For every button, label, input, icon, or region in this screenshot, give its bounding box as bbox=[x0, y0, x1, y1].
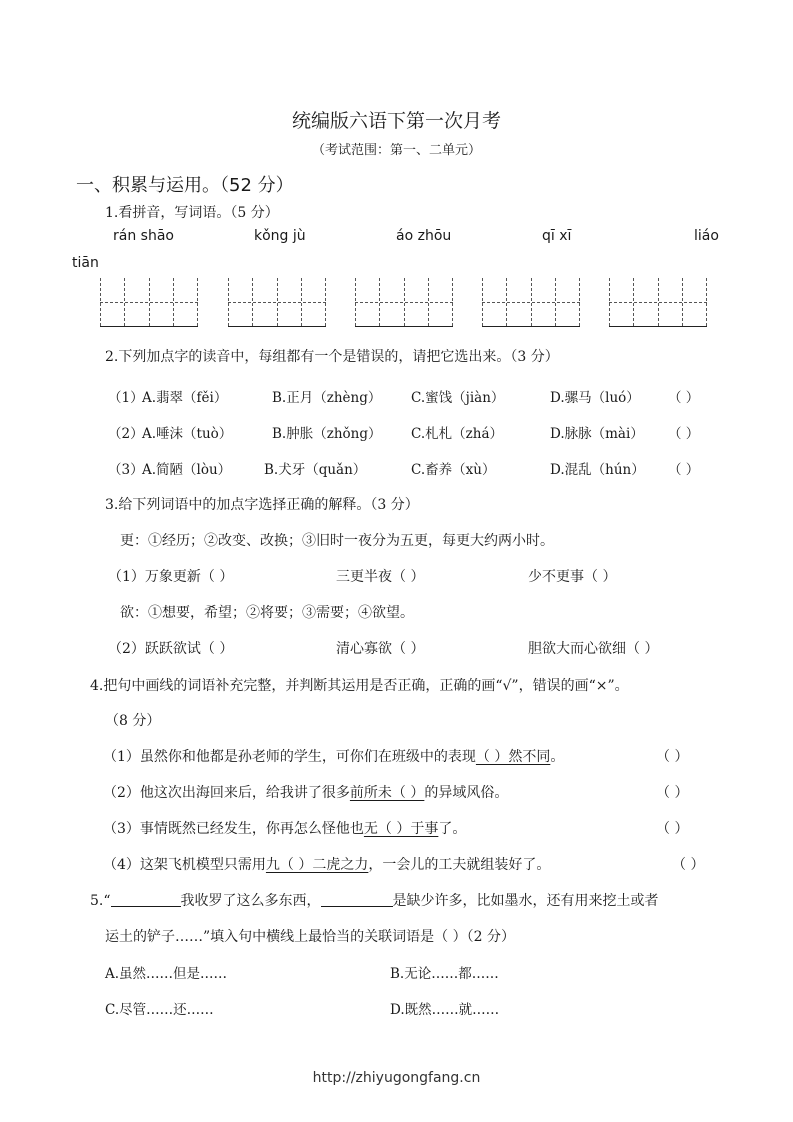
pinyin-5-cont: tiān bbox=[72, 255, 99, 271]
q3-item[interactable]: 三更半夜（ ） bbox=[336, 569, 425, 585]
q4-sentence: （3）事情既然已经发生，你再怎么怪他也无（ ）于事了。 bbox=[103, 821, 467, 837]
fill-blank[interactable]: 前所未（ ） bbox=[349, 785, 425, 801]
tianzige-box[interactable] bbox=[609, 278, 707, 326]
q2-option-a: A.翡翠（fěi） bbox=[142, 390, 228, 406]
q2-option-d: D.混乱（hún） bbox=[550, 462, 645, 478]
q2-row-number: （2） bbox=[108, 426, 144, 442]
answer-parens[interactable]: （ ） bbox=[668, 426, 700, 442]
q5-option-a: A.虽然……但是…… bbox=[105, 966, 228, 982]
pinyin-3: áo zhōu bbox=[396, 228, 452, 244]
fill-blank[interactable]: 九（ ）二虎之力 bbox=[265, 857, 369, 873]
answer-parens[interactable]: （ ） bbox=[668, 462, 700, 478]
page-title: 统编版六语下第一次月考 bbox=[291, 110, 501, 132]
judge-parens[interactable]: （ ） bbox=[656, 821, 689, 837]
tianzige-box[interactable] bbox=[228, 278, 326, 326]
fill-blank[interactable]: （ ）然不同 bbox=[475, 749, 551, 765]
q3-item[interactable]: （1）万象更新（ ） bbox=[108, 569, 234, 585]
q2-stem: 2.下列加点字的读音中，每组都有一个是错误的，请把它选出来。（3 分） bbox=[105, 349, 559, 365]
q3-stem: 3.给下列词语中的加点字选择正确的解释。（3 分） bbox=[105, 497, 419, 513]
q1-stem: 1.看拼音，写词语。（5 分） bbox=[105, 205, 279, 221]
q2-option-d: D.骡马（luó） bbox=[550, 390, 640, 406]
pinyin-4: qī xī bbox=[542, 228, 572, 244]
q2-option-b: B.肿胀（zhǒng） bbox=[272, 426, 382, 442]
tianzige-box[interactable] bbox=[482, 278, 580, 326]
q2-option-a: A.简陋（lòu） bbox=[142, 462, 232, 478]
q5-option-b: B.无论……都…… bbox=[390, 966, 499, 982]
judge-parens[interactable]: （ ） bbox=[656, 749, 689, 765]
q4-sentence: （2）他这次出海回来后，给我讲了很多前所未（ ）的异域风俗。 bbox=[103, 785, 509, 801]
tianzige-box[interactable] bbox=[100, 278, 198, 326]
blank-line[interactable] bbox=[321, 891, 393, 907]
judge-parens[interactable]: （ ） bbox=[656, 785, 689, 801]
pinyin-5: liáo bbox=[694, 228, 719, 244]
pinyin-2: kǒng jù bbox=[254, 228, 306, 244]
q2-option-c: C.蜜饯（jiàn） bbox=[411, 390, 505, 406]
answer-parens[interactable]: （ ） bbox=[668, 390, 700, 406]
yu-definition: 欲：①想要，希望；②将要；③需要；④欲望。 bbox=[120, 605, 414, 621]
section-heading: 一、积累与运用。（52 分） bbox=[76, 175, 294, 196]
fill-blank[interactable]: 无（ ）于事 bbox=[363, 821, 439, 837]
footer-url: http://zhiyugongfang.cn bbox=[312, 1070, 481, 1086]
judge-parens[interactable]: （ ） bbox=[672, 857, 705, 873]
q2-option-c: C.札札（zhá） bbox=[411, 426, 503, 442]
q3-item[interactable]: （2）跃跃欲试（ ） bbox=[108, 641, 234, 657]
q4-stem: 4.把句中画线的词语补充完整，并判断其运用是否正确，正确的画“√”，错误的画“×”。 bbox=[90, 678, 629, 694]
geng-definition: 更：①经历；②改变、改换；③旧时一夜分为五更，每更大约两小时。 bbox=[120, 533, 554, 549]
q5-option-c: C.尽管……还…… bbox=[105, 1002, 214, 1018]
q2-option-d: D.脉脉（mài） bbox=[550, 426, 644, 442]
q4-score: （8 分） bbox=[105, 713, 161, 729]
q4-sentence: （1）虽然你和他都是孙老师的学生，可你们在班级中的表现（ ）然不同。 bbox=[103, 749, 565, 765]
q2-option-a: A.唾沫（tuò） bbox=[142, 426, 233, 442]
q3-item[interactable]: 清心寡欲（ ） bbox=[336, 641, 425, 657]
q2-option-b: B.正月（zhèng） bbox=[272, 390, 382, 406]
blank-line[interactable] bbox=[111, 891, 181, 907]
exam-scope: （考试范围：第一、二单元） bbox=[311, 143, 481, 158]
q2-option-b: B.犬牙（quǎn） bbox=[264, 462, 367, 478]
tianzige-box[interactable] bbox=[355, 278, 453, 326]
q5-stem-cont: 运土的铲子……”填入句中横线上最恰当的关联词语是（ ）（2 分） bbox=[105, 929, 515, 945]
pinyin-1: rán shāo bbox=[113, 228, 174, 244]
q3-item[interactable]: 胆欲大而心欲细（ ） bbox=[528, 641, 659, 657]
q4-sentence: （4）这架飞机模型只需用九（ ）二虎之力，一会儿的工夫就组装好了。 bbox=[103, 857, 551, 873]
q3-item[interactable]: 少不更事（ ） bbox=[528, 569, 617, 585]
q2-row-number: （1） bbox=[108, 390, 144, 406]
q2-row-number: （3） bbox=[108, 462, 144, 478]
q5-option-d: D.既然……就…… bbox=[390, 1002, 500, 1018]
q2-option-c: C.畜养（xù） bbox=[411, 462, 496, 478]
q5-stem: 5.“ 我收罗了这么多东西， 是缺少许多，比如墨水，还有用来挖土或者 bbox=[90, 893, 659, 909]
